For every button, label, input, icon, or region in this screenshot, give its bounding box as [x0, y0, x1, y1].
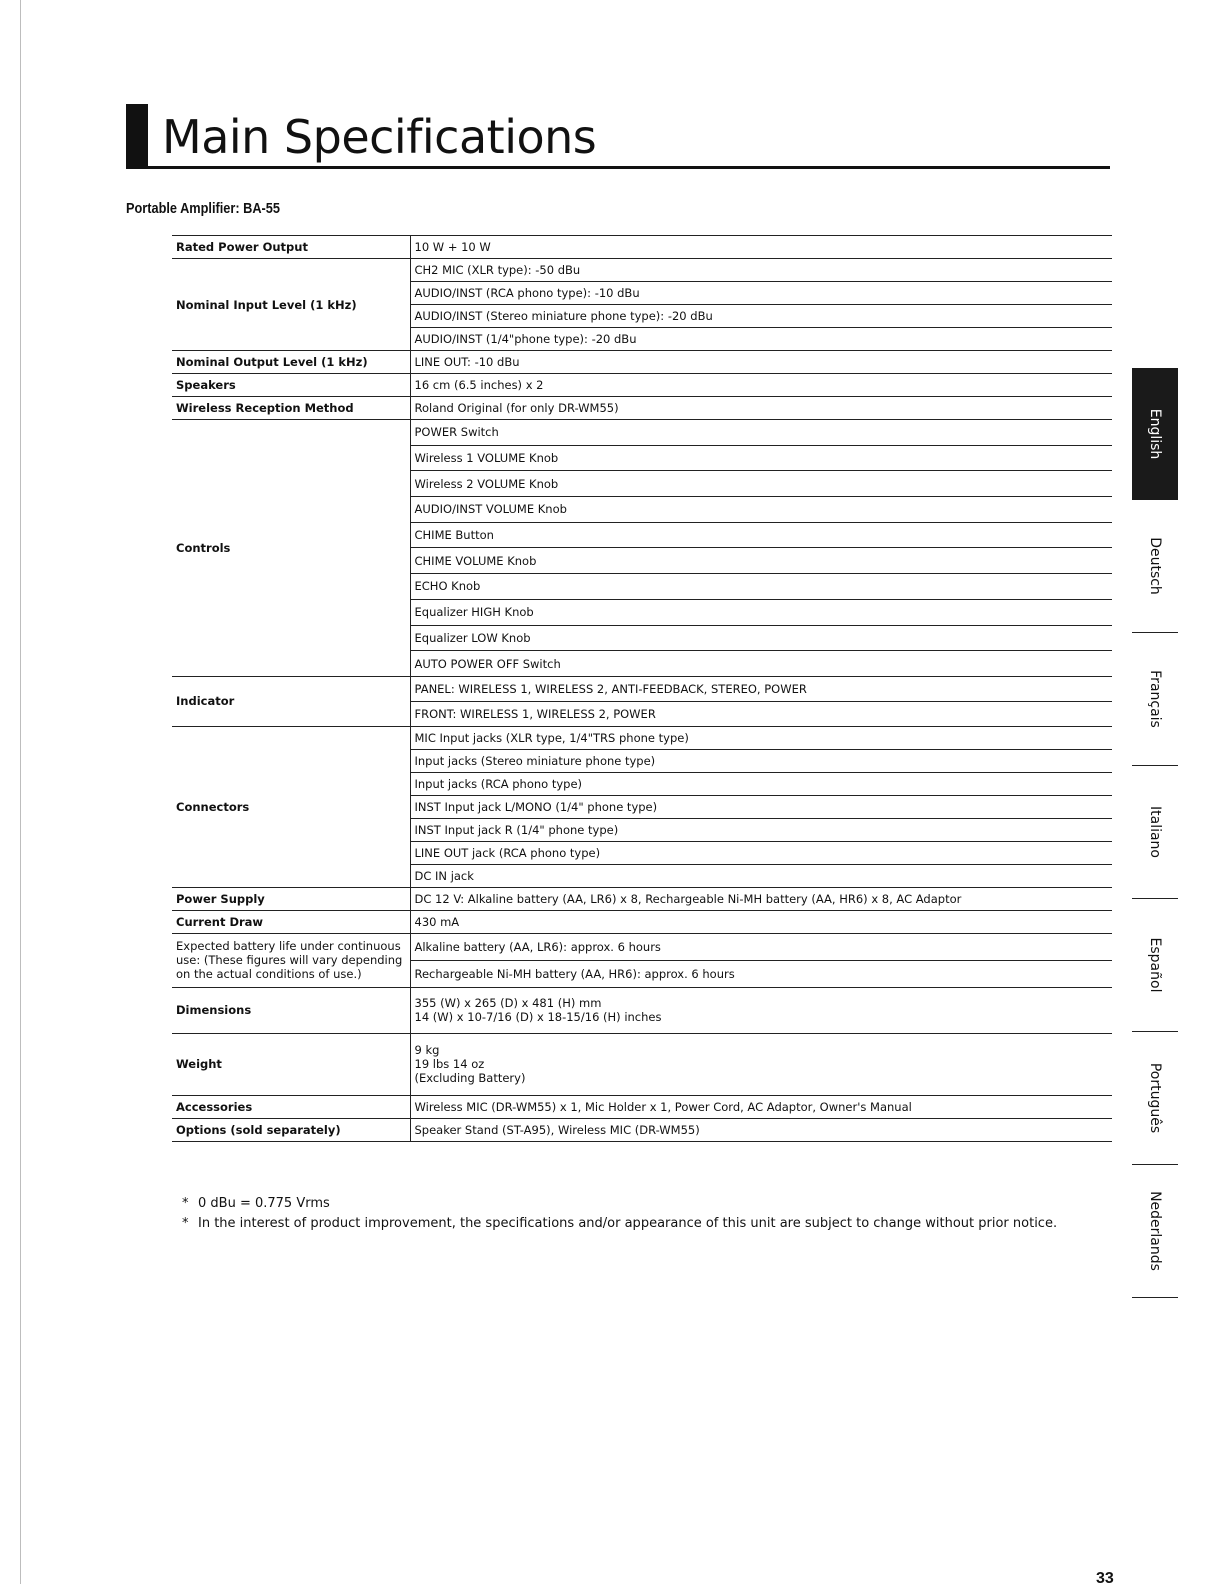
spec-value: LINE OUT jack (RCA phono type): [410, 841, 1112, 864]
spec-value: CHIME VOLUME Knob: [410, 548, 1112, 574]
spec-label: Nominal Input Level (1 kHz): [172, 259, 410, 351]
page-title: Main Specifications: [162, 110, 597, 164]
spec-value: Wireless 2 VOLUME Knob: [410, 471, 1112, 497]
spec-row: [172, 1033, 1112, 1095]
specifications-table: [172, 235, 1112, 1142]
spec-value: INST Input jack L/MONO (1/4" phone type): [410, 795, 1112, 818]
spec-value: Roland Original (for only DR-WM55): [410, 397, 1112, 420]
spec-value: 9 kg 19 lbs 14 oz (Excluding Battery): [410, 1033, 1112, 1095]
spec-value: Equalizer LOW Knob: [410, 625, 1112, 651]
tab-deutsch[interactable]: Deutsch: [1132, 500, 1178, 633]
product-heading: Portable Amplifier: BA-55: [126, 200, 280, 217]
binding-margin-line: [20, 0, 21, 1584]
spec-label: Weight: [172, 1033, 410, 1095]
spec-label: Accessories: [172, 1095, 410, 1118]
spec-value: DC 12 V: Alkaline battery (AA, LR6) x 8, Rechargeable Ni-MH battery (AA, HR6) x 8, AC Adaptor: [410, 887, 1112, 910]
language-tabs: [1132, 368, 1178, 1298]
spec-value: Wireless MIC (DR-WM55) x 1, Mic Holder x 1, Power Cord, AC Adaptor, Owner's Manual: [410, 1095, 1112, 1118]
tab-espanol[interactable]: Español: [1132, 899, 1178, 1032]
spec-row: [172, 259, 1112, 282]
spec-row: [172, 987, 1112, 1033]
spec-value: FRONT: WIRELESS 1, WIRELESS 2, POWER: [410, 701, 1112, 726]
spec-label: Speakers: [172, 374, 410, 397]
title-marker-bar: [126, 104, 148, 168]
spec-label: Dimensions: [172, 987, 410, 1033]
spec-label: Rated Power Output: [172, 236, 410, 259]
spec-row: [172, 1095, 1112, 1118]
spec-value: PANEL: WIRELESS 1, WIRELESS 2, ANTI-FEEDBACK, STEREO, POWER: [410, 676, 1112, 701]
spec-row: [172, 910, 1112, 933]
spec-value: Input jacks (RCA phono type): [410, 772, 1112, 795]
spec-value: 10 W + 10 W: [410, 236, 1112, 259]
spec-value: 16 cm (6.5 inches) x 2: [410, 374, 1112, 397]
tab-italiano[interactable]: Italiano: [1132, 766, 1178, 899]
spec-value: Wireless 1 VOLUME Knob: [410, 445, 1112, 471]
spec-value: CH2 MIC (XLR type): -50 dBu: [410, 259, 1112, 282]
footnote: * In the interest of product improvement, the specifications and/or appearance of this unit are subject to change without prior notice.: [182, 1216, 1058, 1231]
spec-value: AUTO POWER OFF Switch: [410, 651, 1112, 677]
spec-value: LINE OUT: -10 dBu: [410, 351, 1112, 374]
footnotes: [182, 1194, 1057, 1234]
spec-value: Alkaline battery (AA, LR6): approx. 6 hours: [410, 933, 1112, 960]
spec-value: 355 (W) x 265 (D) x 481 (H) mm 14 (W) x 10-7/16 (D) x 18-15/16 (H) inches: [410, 987, 1112, 1033]
spec-value: INST Input jack R (1/4" phone type): [410, 818, 1112, 841]
spec-value: AUDIO/INST (Stereo miniature phone type): -20 dBu: [410, 305, 1112, 328]
spec-row: [172, 887, 1112, 910]
spec-label: Power Supply: [172, 887, 410, 910]
spec-row: [172, 726, 1112, 749]
spec-row: [172, 676, 1112, 701]
spec-row: [172, 374, 1112, 397]
spec-row: [172, 397, 1112, 420]
spec-row: [172, 351, 1112, 374]
title-underline: [126, 166, 1110, 169]
spec-label: Wireless Reception Method: [172, 397, 410, 420]
page-number: 33: [1096, 1570, 1114, 1587]
spec-value: Rechargeable Ni-MH battery (AA, HR6): approx. 6 hours: [410, 960, 1112, 987]
spec-label: Nominal Output Level (1 kHz): [172, 351, 410, 374]
spec-value: DC IN jack: [410, 864, 1112, 887]
tab-english[interactable]: English: [1132, 368, 1178, 500]
footnote: * 0 dBu = 0.775 Vrms: [182, 1196, 330, 1211]
spec-label: Expected battery life under continuous use: (These figures will vary depending on the actual conditions of use.): [172, 933, 410, 987]
spec-label: Indicator: [172, 676, 410, 726]
spec-value: AUDIO/INST (1/4"phone type): -20 dBu: [410, 328, 1112, 351]
spec-value: Speaker Stand (ST-A95), Wireless MIC (DR-WM55): [410, 1118, 1112, 1141]
spec-value: ECHO Knob: [410, 574, 1112, 600]
tab-francais[interactable]: Français: [1132, 633, 1178, 766]
spec-label: Controls: [172, 420, 410, 677]
spec-label: Options (sold separately): [172, 1118, 410, 1141]
spec-value: CHIME Button: [410, 522, 1112, 548]
spec-row: [172, 1118, 1112, 1141]
spec-row: [172, 933, 1112, 960]
tab-nederlands[interactable]: Nederlands: [1132, 1165, 1178, 1298]
spec-value: AUDIO/INST (RCA phono type): -10 dBu: [410, 282, 1112, 305]
tab-portugues[interactable]: Português: [1132, 1032, 1178, 1165]
spec-value: POWER Switch: [410, 420, 1112, 446]
spec-value: AUDIO/INST VOLUME Knob: [410, 497, 1112, 523]
spec-value: MIC Input jacks (XLR type, 1/4"TRS phone type): [410, 726, 1112, 749]
spec-label: Connectors: [172, 726, 410, 887]
spec-row: [172, 420, 1112, 446]
spec-label: Current Draw: [172, 910, 410, 933]
spec-value: 430 mA: [410, 910, 1112, 933]
spec-value: Input jacks (Stereo miniature phone type): [410, 749, 1112, 772]
spec-value: Equalizer HIGH Knob: [410, 599, 1112, 625]
spec-row: [172, 236, 1112, 259]
